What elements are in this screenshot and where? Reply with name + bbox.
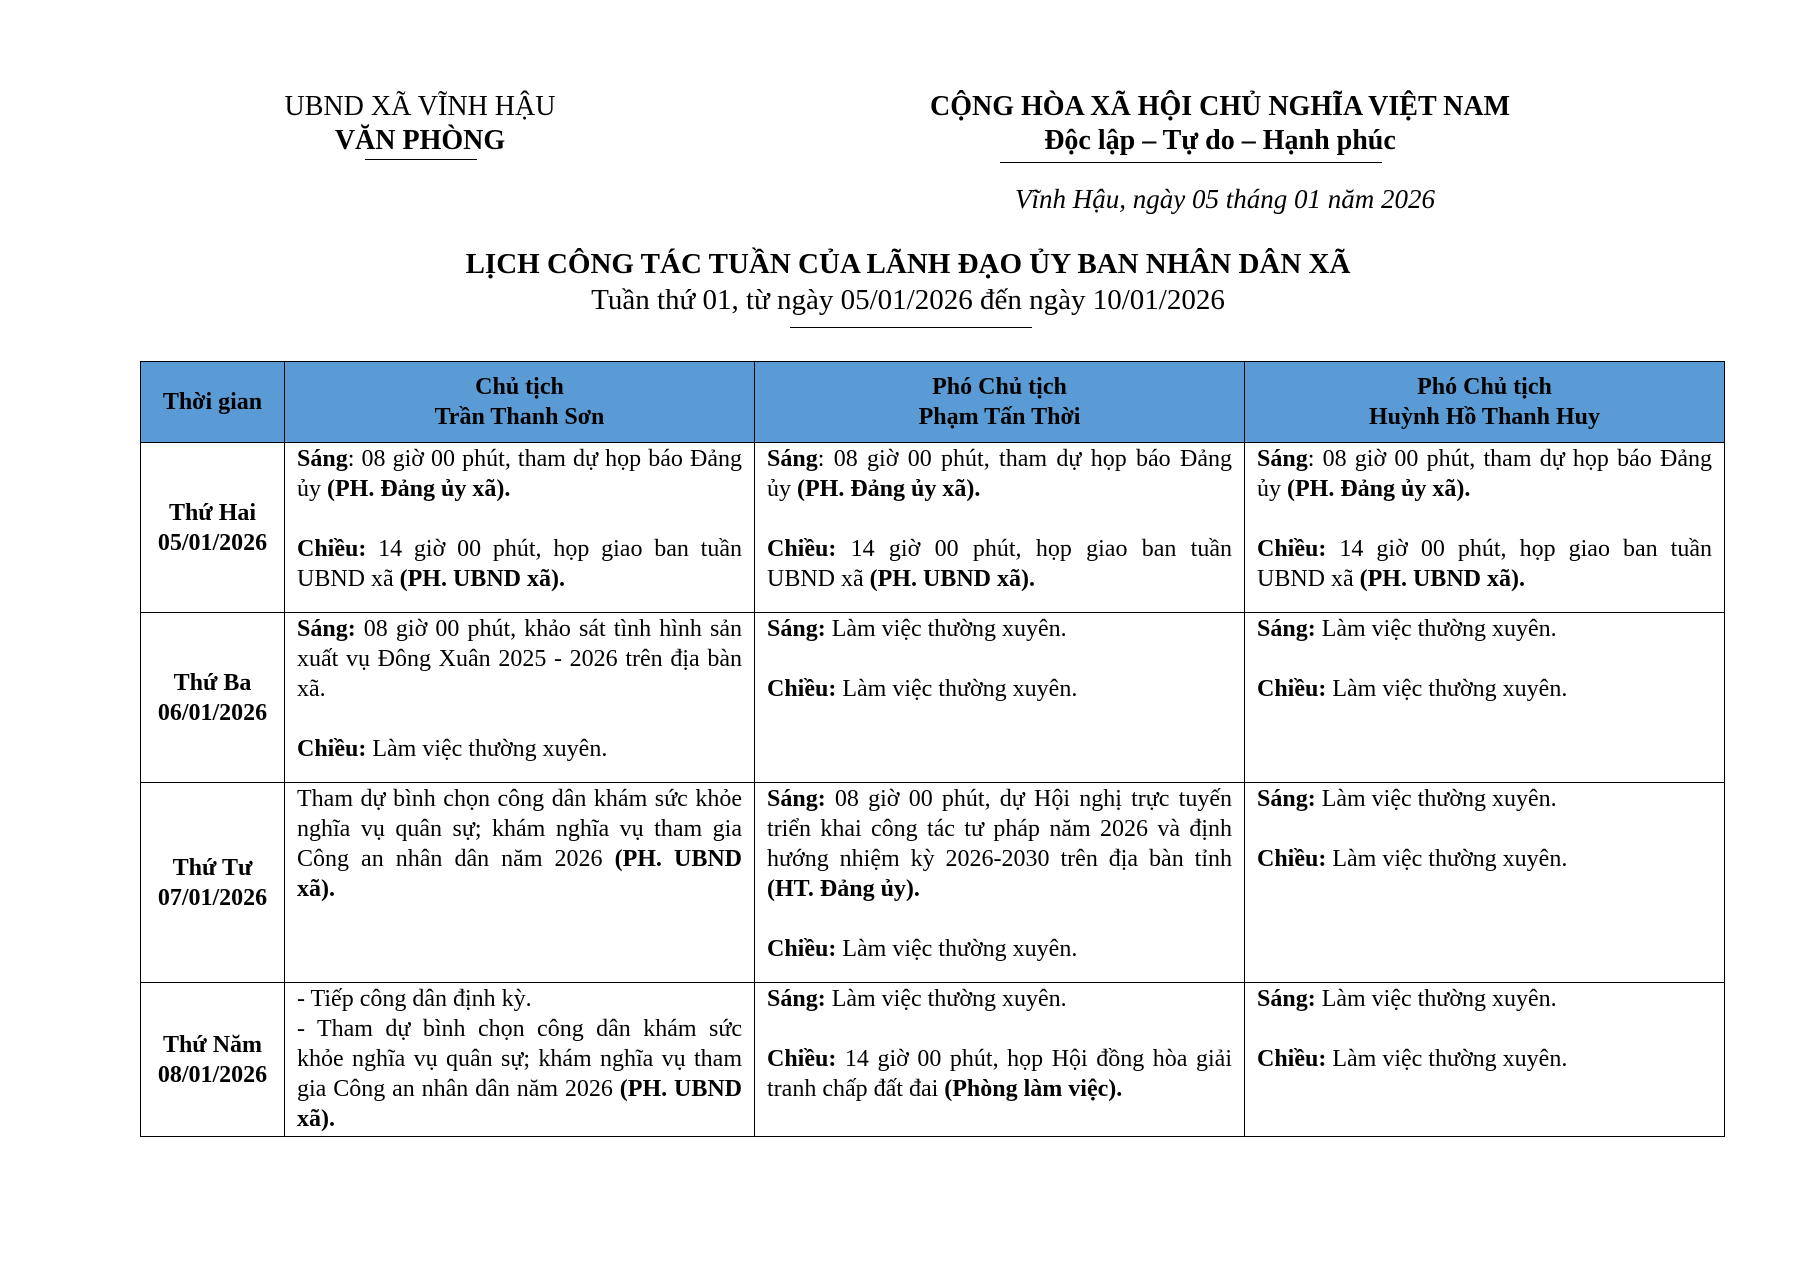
nation-name: CỘNG HÒA XÃ HỘI CHỦ NGHĨA VIỆT NAM: [929, 91, 1511, 122]
schedule-entry: [1257, 614, 1712, 644]
schedule-cell: [285, 783, 755, 983]
entry-label: Sáng:: [1257, 986, 1316, 1012]
motto-underline: [1000, 162, 1382, 163]
schedule-cell: [755, 613, 1245, 783]
entry-text: : 08 giờ 00 phút, tham dự họp báo Đảng ủy: [767, 446, 1232, 502]
leader-name: Trần Thanh Sơn: [434, 404, 605, 430]
entry-text: - Tham dự bình chọn công dân khám sức khỏe nghĩa vụ quân sự; khám nghĩa vụ tham gia Công an nhân dân năm 2026: [297, 1016, 742, 1102]
schedule-entry: [1257, 674, 1712, 704]
entry-text: 14 giờ 00 phút, họp giao ban tuần UBND xã: [1257, 536, 1712, 592]
entry-gap: [1257, 814, 1712, 844]
entry-text: 14 giờ 00 phút, họp giao ban tuần UBND xã: [767, 536, 1232, 592]
schedule-cell: [755, 783, 1245, 983]
schedule-entry: [1257, 984, 1712, 1014]
schedule-cell: [1245, 783, 1725, 983]
schedule-entry: [1257, 444, 1712, 504]
entry-text: Làm việc thường xuyên.: [1326, 846, 1568, 872]
entry-place: (PH. UBND xã).: [399, 566, 565, 592]
schedule-entry: [767, 674, 1232, 704]
entry-label: Chiều:: [1257, 536, 1327, 562]
entry-text: Làm việc thường xuyên.: [1326, 676, 1568, 702]
schedule-entry: [1257, 534, 1712, 594]
day-date: 07/01/2026: [157, 884, 268, 911]
day-cell: [141, 443, 285, 613]
entry-text: 08 giờ 00 phút, khảo sát tình hình sản xuất vụ Đông Xuân 2025 - 2026 trên địa bàn xã.: [297, 616, 742, 702]
entry-label: Sáng:: [297, 616, 356, 642]
entry-text: Làm việc thường xuyên.: [825, 616, 1067, 642]
leader-role: Phó Chủ tịch: [932, 374, 1067, 400]
entry-place: (PH. Đảng ủy xã).: [1287, 476, 1471, 502]
entry-text: Tham dự bình chọn công dân khám sức khỏe nghĩa vụ quân sự; khám nghĩa vụ tham gia Công an nhân dân năm 2026: [297, 786, 742, 872]
entry-text: Làm việc thường xuyên.: [1315, 786, 1557, 812]
day-cell: [141, 983, 285, 1137]
leader-name: Huỳnh Hồ Thanh Huy: [1368, 404, 1600, 430]
entry-label: Chiều:: [297, 536, 367, 562]
entry-label: Chiều:: [1257, 676, 1327, 702]
schedule-cell: [285, 443, 755, 613]
table-row: [141, 783, 1725, 983]
day-date: 06/01/2026: [157, 699, 268, 726]
entry-label: Chiều:: [767, 1046, 837, 1072]
schedule-entry: [767, 984, 1232, 1014]
schedule-cell: [755, 983, 1245, 1137]
entry-label: Chiều:: [767, 936, 837, 962]
leader-name: Phạm Tấn Thời: [918, 404, 1081, 430]
schedule-entry: [767, 444, 1232, 504]
schedule-entry: [767, 784, 1232, 904]
entry-text: : 08 giờ 00 phút, tham dự họp báo Đảng ủy: [1257, 446, 1712, 502]
entry-text: Làm việc thường xuyên.: [825, 986, 1067, 1012]
header-leader: [755, 362, 1245, 443]
schedule-cell: [1245, 983, 1725, 1137]
entry-place: (PH. UBND xã).: [869, 566, 1035, 592]
schedule-cell: [1245, 443, 1725, 613]
entry-gap: [297, 704, 742, 734]
entry-label: Sáng:: [1257, 786, 1316, 812]
issuer-org: UBND XÃ VĨNH HẬU: [284, 91, 556, 122]
schedule-entry: [297, 784, 742, 904]
document-subtitle: Tuần thứ 01, từ ngày 05/01/2026 đến ngày 10/01/2026: [591, 284, 1225, 316]
entry-label: Sáng: [1257, 446, 1308, 472]
nation-block: [860, 90, 1580, 158]
entry-gap: [767, 644, 1232, 674]
entry-text: : 08 giờ 00 phút, tham dự họp báo Đảng ủy: [297, 446, 742, 502]
schedule-cell: [1245, 613, 1725, 783]
entry-place: (Phòng làm việc).: [944, 1076, 1123, 1102]
schedule-entry: [767, 1044, 1232, 1104]
schedule-entry: [297, 984, 742, 1014]
entry-label: Chiều:: [297, 736, 367, 762]
table-row: [141, 443, 1725, 613]
schedule-entry: [297, 1014, 742, 1134]
document-title: LỊCH CÔNG TÁC TUẦN CỦA LÃNH ĐẠO ỦY BAN NHÂN DÂN XÃ: [465, 248, 1351, 280]
entry-label: Chiều:: [1257, 1046, 1327, 1072]
entry-place: (HT. Đảng ủy).: [767, 876, 920, 902]
table-row: [141, 983, 1725, 1137]
entry-gap: [1257, 504, 1712, 534]
day-cell: [141, 613, 285, 783]
subtitle-underline: [790, 327, 1032, 328]
day-cell: [141, 783, 285, 983]
schedule-entry: [1257, 1044, 1712, 1074]
schedule-body: [141, 443, 1725, 1137]
entry-gap: [297, 504, 742, 534]
issuer-dept: VĂN PHÒNG: [334, 125, 506, 156]
entry-gap: [767, 904, 1232, 934]
leader-role: Chủ tịch: [475, 374, 564, 400]
day-name: Thứ Hai: [168, 499, 257, 526]
entry-text: Làm việc thường xuyên.: [1315, 616, 1557, 642]
schedule-entry: [297, 444, 742, 504]
day-name: Thứ Ba: [173, 669, 252, 696]
place-date: Vĩnh Hậu, ngày 05 tháng 01 năm 2026: [1015, 184, 1435, 214]
schedule-cell: [285, 613, 755, 783]
entry-label: Sáng: [297, 446, 348, 472]
header-time: Thời gian: [141, 362, 285, 443]
entry-text: Làm việc thường xuyên.: [836, 936, 1078, 962]
day-name: Thứ Tư: [172, 854, 253, 881]
schedule-entry: [297, 614, 742, 704]
schedule-entry: [1257, 784, 1712, 814]
entry-gap: [767, 504, 1232, 534]
schedule-cell: [755, 443, 1245, 613]
entry-text: 08 giờ 00 phút, dự Hội nghị trực tuyến triển khai công tác tư pháp năm 2026 và định hướng nhiệm kỳ 2026-2030 trên địa bàn tỉnh: [767, 786, 1232, 872]
schedule-table: [140, 361, 1725, 1137]
entry-label: Chiều:: [1257, 846, 1327, 872]
entry-text: - Tiếp công dân định kỳ.: [297, 986, 532, 1012]
day-date: 05/01/2026: [157, 529, 268, 556]
schedule-entry: [297, 534, 742, 594]
schedule-entry: [767, 534, 1232, 594]
entry-text: Làm việc thường xuyên.: [366, 736, 608, 762]
entry-place: (PH. UBND xã).: [297, 1076, 743, 1132]
table-row: [141, 613, 1725, 783]
entry-place: (PH. Đảng ủy xã).: [327, 476, 511, 502]
entry-label: Sáng:: [767, 986, 826, 1012]
entry-label: Sáng:: [1257, 616, 1316, 642]
entry-place: (PH. Đảng ủy xã).: [797, 476, 981, 502]
entry-text: Làm việc thường xuyên.: [1315, 986, 1557, 1012]
entry-place: (PH. UBND xã).: [1359, 566, 1525, 592]
day-date: 08/01/2026: [157, 1061, 268, 1088]
entry-place: (PH. UBND xã).: [297, 846, 742, 902]
entry-label: Sáng:: [767, 616, 826, 642]
schedule-cell: [285, 983, 755, 1137]
schedule-entry: [767, 934, 1232, 964]
entry-text: Làm việc thường xuyên.: [1326, 1046, 1568, 1072]
issuer-block: [230, 90, 610, 158]
day-name: Thứ Năm: [162, 1031, 263, 1058]
schedule-entry: [297, 734, 742, 764]
header-leader: [1245, 362, 1725, 443]
entry-gap: [767, 1014, 1232, 1044]
entry-label: Chiều:: [767, 536, 837, 562]
entry-label: Sáng: [767, 446, 818, 472]
schedule-entry: [767, 614, 1232, 644]
nation-motto: Độc lập – Tự do – Hạnh phúc: [1044, 125, 1396, 156]
entry-label: Chiều:: [767, 676, 837, 702]
table-header-row: [141, 362, 1725, 443]
issuer-underline: [365, 159, 477, 160]
schedule-entry: [1257, 844, 1712, 874]
entry-text: 14 giờ 00 phút, họp Hội đồng hòa giải tranh chấp đất đai: [767, 1046, 1232, 1102]
entry-label: Sáng:: [767, 786, 826, 812]
header-leader: [285, 362, 755, 443]
leader-role: Phó Chủ tịch: [1417, 374, 1552, 400]
entry-text: 14 giờ 00 phút, họp giao ban tuần UBND xã: [297, 536, 742, 592]
entry-gap: [1257, 1014, 1712, 1044]
entry-gap: [1257, 644, 1712, 674]
entry-text: Làm việc thường xuyên.: [836, 676, 1078, 702]
